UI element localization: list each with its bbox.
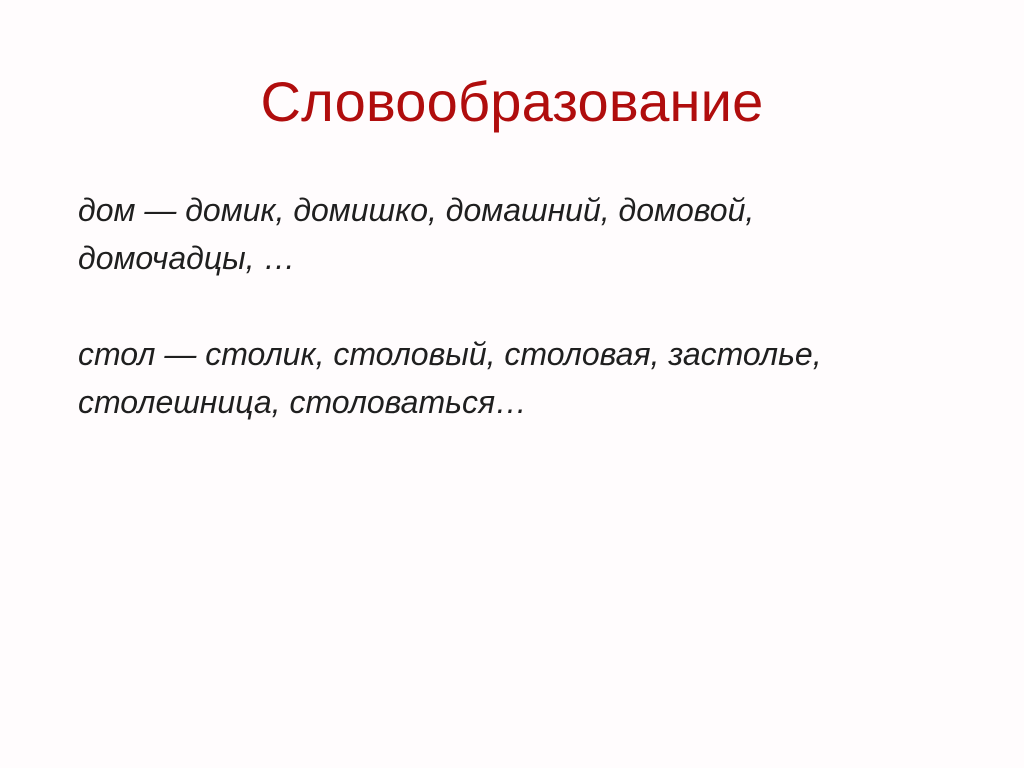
text-line: столешница, столоваться… [78,384,528,420]
slide-title: Словообразование [260,70,764,133]
paragraph-stol [78,330,958,426]
text-line: стол — столик, столовый, столовая, застолье, [78,336,822,372]
text-line: дом — домик, домишко, домашний, домовой, [78,192,755,228]
slide-body [78,186,958,426]
paragraph-dom [78,186,958,282]
text-line: домочадцы, … [78,240,296,276]
